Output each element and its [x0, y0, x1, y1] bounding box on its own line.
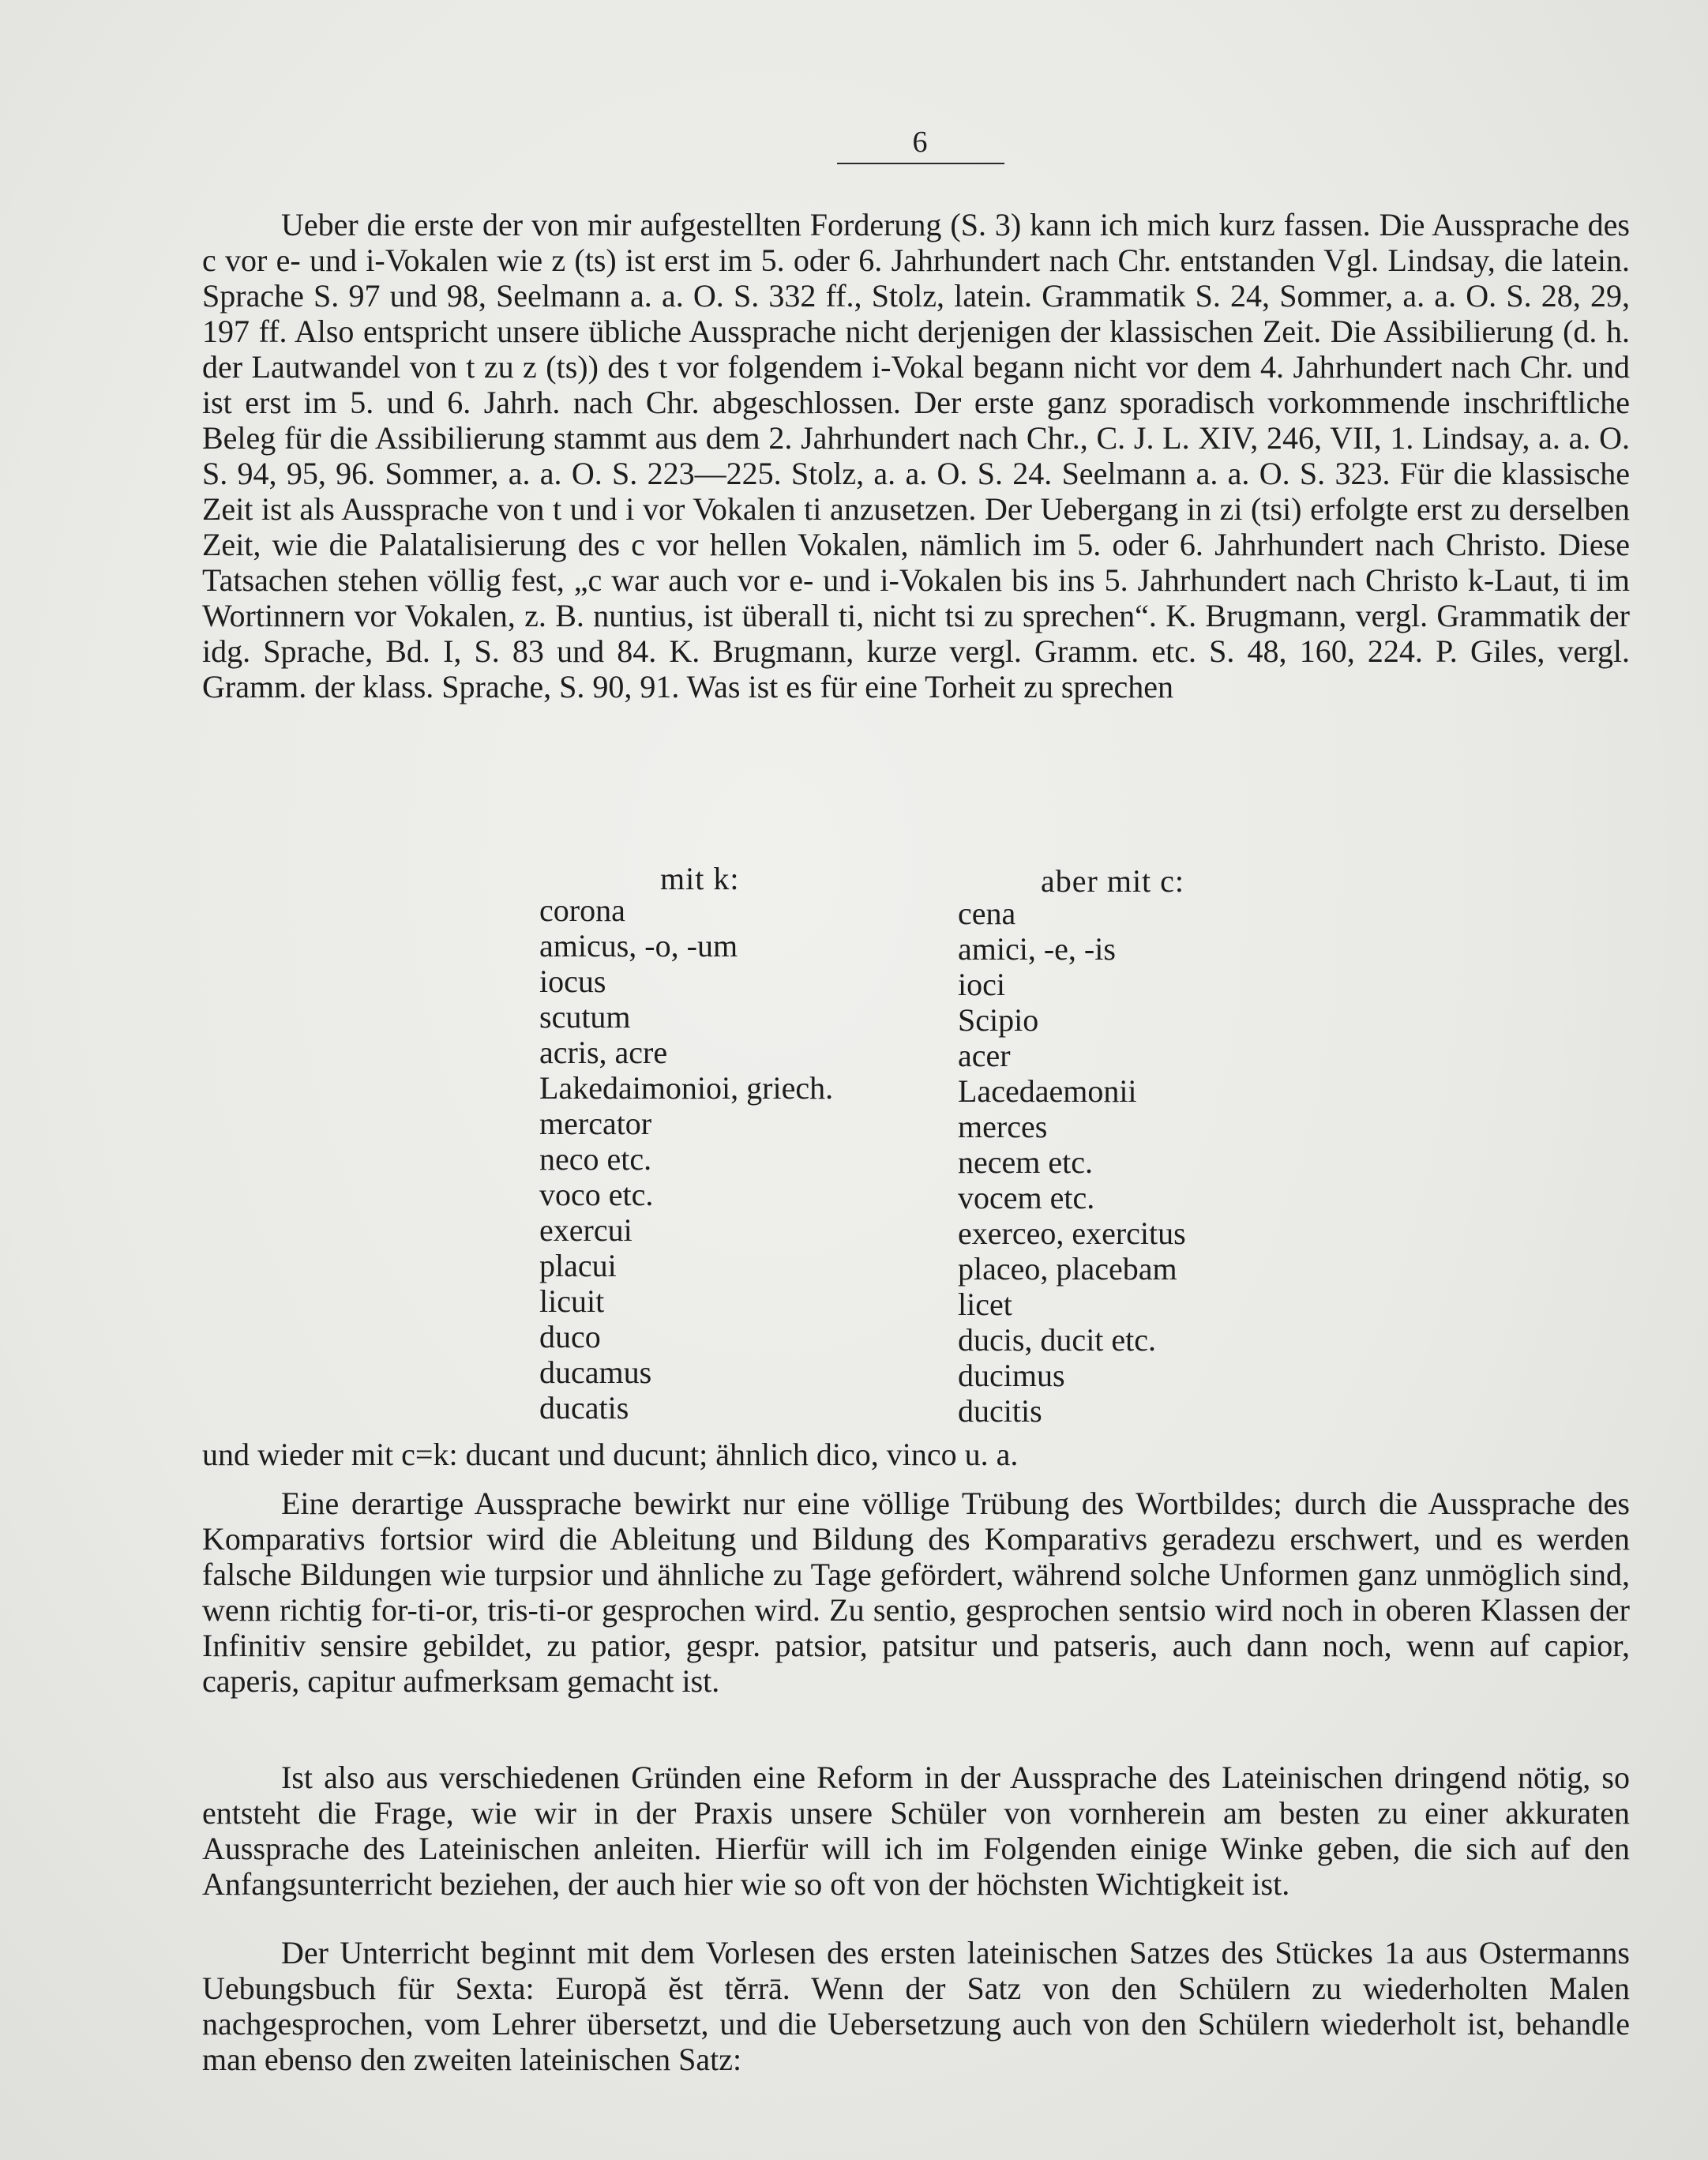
list-item: placeo, placebam [958, 1251, 1177, 1287]
list-item: necem etc. [958, 1144, 1093, 1180]
paragraph-after-list: und wieder mit c=k: ducant und ducunt; ähnlich dico, vinco u. a. [202, 1437, 1019, 1472]
page-number: 6 [912, 126, 929, 159]
list-item: ducimus [958, 1358, 1065, 1393]
list-item: ducitis [958, 1393, 1042, 1429]
list-item: ducamus [539, 1354, 652, 1390]
list-item: Scipio [958, 1002, 1039, 1038]
page-number-rule [837, 163, 1004, 164]
list-item: acris, acre [539, 1035, 668, 1070]
column-header-with-c: aber mit c: [1041, 863, 1185, 899]
list-item: exerceo, exercitus [958, 1215, 1186, 1251]
list-item: duco [539, 1319, 601, 1354]
list-item: licuit [539, 1283, 605, 1319]
list-item: licet [958, 1287, 1012, 1322]
list-item: scutum [539, 999, 631, 1035]
list-item: Lacedaemonii [958, 1073, 1137, 1109]
list-item: amicus, -o, -um [539, 928, 738, 964]
paragraph-pronunciation-history: Ueber die erste der von mir aufgestellten Forderung (S. 3) kann ich mich kurz fassen. Die Aussprache des c vor e- und i-Vokalen wie z (ts) ist erst im 5. oder 6. Jahrhundert nach Chr. entstanden Vgl. Lindsay, die latein. Sprache S. 97 und 98, Seelmann a. a. O. S. 332 ff., Stolz, latein. Grammatik S. 24, Sommer, a. a. O. S. 28, 29, 197 ff. Also entspricht unsere übliche Aussprache nicht derjenigen der klassischen Zeit. Die Assibilierung (d. h. der Lautwandel von t zu z (ts)) des t vor folgendem i-Vokal begann nicht vor dem 4. Jahrhundert nach Chr. und ist erst im 5. und 6. Jahrh. nach Chr. abgeschlossen. Der erste ganz sporadisch vorkommende inschriftliche Beleg für die Assibilierung stammt aus dem 2. Jahrhundert nach Chr., C. J. L. XIV, 246, VII, 1. Lindsay, a. a. O. S. 94, 95, 96. Sommer, a. a. O. S. 223—225. Stolz, a. a. O. S. 24. Seelmann a. a. O. S. 323. Für die klassische Zeit ist als Aussprache von t und i vor Vokalen ti anzusetzen. Der Uebergang in zi (tsi) erfolgte erst zu derselben Zeit, wie die Palatalisierung des c vor hellen Vokalen, nämlich im 5. oder 6. Jahrhundert nach Christo. Diese Tatsachen stehen völlig fest, „c war auch vor e- und i-Vokalen bis ins 5. Jahrhundert nach Christo k-Laut, ti im Wortinnern vor Vokalen, z. B. nuntius, ist überall ti, nicht tsi zu sprechen“. K. Brugmann, vergl. Grammatik der idg. Sprache, Bd. I, S. 83 und 84. K. Brugmann, kurze vergl. Gramm. etc. S. 48, 160, 224. P. Giles, vergl. Gramm. der klass. Sprache, S. 90, 91. Was ist es für eine Torheit zu sprechen [202, 207, 1630, 704]
list-item: cena [958, 896, 1016, 931]
list-item: Lakedaimonioi, griech. [539, 1070, 834, 1106]
list-item: acer [958, 1038, 1011, 1073]
list-item: exercui [539, 1212, 633, 1248]
paragraph-lesson-start: Der Unterricht beginnt mit dem Vorlesen des ersten lateinischen Satzes des Stückes 1a aus Ostermanns Uebungsbuch für Sexta: Europă ĕst tĕrrā. Wenn der Satz von den Schülern zu wiederholten Malen nachgesprochen, vom Lehrer übersetzt, und die Uebersetzung auch von den Schülern wiederholt ist, behandle man ebenso den zweiten lateinischen Satz: [202, 1935, 1630, 2077]
word-list-with-k [539, 892, 833, 1426]
word-list-with-c [958, 896, 1186, 1429]
paragraph-reform: Ist also aus verschiedenen Gründen eine Reform in der Aussprache des Lateinischen dringend nötig, so entsteht die Frage, wie wir in der Praxis unsere Schüler von vornherein am besten zu einer akkuraten Aussprache des Lateinischen anleiten. Hierfür will ich im Folgenden einige Winke geben, die sich auf den Anfangsunterricht beziehen, der auch hier wie so oft von der höchsten Wichtigkeit ist. [202, 1760, 1630, 1902]
paragraph-consequences: Eine derartige Aussprache bewirkt nur eine völlige Trübung des Wortbildes; durch die Aussprache des Komparativs fortsior wird die Ableitung und Bildung des Komparativs geradezu erschwert, und es werden falsche Bildungen wie turpsior und ähnliche zu Tage gefördert, während solche Unformen ganz unmöglich sind, wenn richtig for-ti-or, tris-ti-or gesprochen wird. Zu sentio, gesprochen sentsio wird noch in oberen Klassen der Infinitiv sensire gebildet, zu patior, gespr. patsior, patsitur und patseris, auch dann noch, wenn auf capior, caperis, capitur aufmerksam gemacht ist. [202, 1486, 1630, 1699]
list-item: neco etc. [539, 1141, 652, 1177]
list-item: vocem etc. [958, 1180, 1095, 1215]
list-item: ducatis [539, 1390, 629, 1426]
list-item: merces [958, 1109, 1048, 1144]
list-item: corona [539, 892, 625, 928]
list-item: placui [539, 1248, 617, 1283]
list-item: amici, -e, -is [958, 931, 1116, 967]
column-header-with-k: mit k: [660, 861, 740, 896]
list-item: voco etc. [539, 1177, 654, 1212]
list-item: ducis, ducit etc. [958, 1322, 1157, 1358]
list-item: iocus [539, 964, 606, 999]
list-item: ioci [958, 967, 1005, 1002]
list-item: mercator [539, 1106, 652, 1141]
